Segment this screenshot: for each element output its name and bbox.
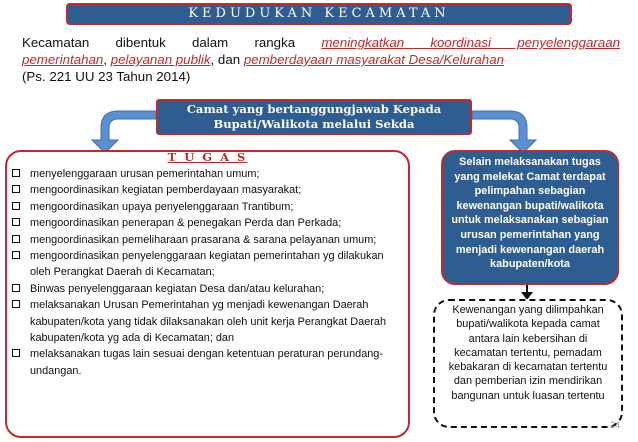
list-item — [10, 248, 402, 281]
checkbox-bullet-icon — [12, 284, 20, 292]
checkbox-bullet-icon — [12, 218, 20, 226]
intro-separator-2: , dan — [210, 52, 244, 67]
list-item — [10, 166, 402, 182]
list-item — [10, 232, 402, 248]
intro-line-1 — [22, 34, 620, 51]
right-arrow — [472, 111, 536, 153]
tugas-item-text: mengoordinasikan upaya penyelenggaraan Trantibum; — [30, 200, 294, 213]
intro-emphasis-government: pemerintahan — [22, 52, 104, 67]
checkbox-bullet-icon — [12, 300, 20, 308]
list-item — [10, 346, 402, 379]
checkbox-bullet-icon — [12, 202, 20, 210]
list-item — [10, 215, 402, 231]
list-item — [10, 199, 402, 215]
intro-emphasis-public-service: pelayanan publik — [110, 52, 211, 67]
checkbox-bullet-icon — [12, 251, 20, 259]
list-item — [10, 297, 402, 346]
kewenangan-box: Kewenangan yang dilimpahkan bupati/walikota kepada camat antara lain kebersihan di kecamatan tertentu, pemadam kebakaran di kecamatan tertentu dan pemberian izin mendirikan bangunan untuk luasan tertentu — [433, 299, 623, 428]
tugas-item-text: melaksanakan tugas lain sesuai dengan ketentuan peraturan perundang-undangan. — [30, 348, 383, 377]
camat-line-2: Bupati/Walikota melalui Sekda — [213, 117, 415, 131]
checkbox-bullet-icon — [12, 349, 20, 357]
tugas-item-text: mengoordinasikan pemeliharaan prasarana & sarana pelayanan umum; — [30, 233, 377, 246]
intro-emphasis-empowerment: pemberdayaan masyarakat Desa/Kelurahan — [243, 52, 504, 67]
list-item — [10, 182, 402, 198]
left-arrow — [92, 111, 156, 153]
intro-emphasis-coordination: meningkatkan koordinasi penyelenggaraan — [321, 35, 620, 50]
checkbox-bullet-icon — [12, 169, 20, 177]
intro-paragraph — [22, 34, 620, 85]
tugas-title: T U G A S — [167, 150, 248, 164]
tugas-item-text: mengoordinasikan penyelenggaraan kegiatan pemerintahan yg dilakukan oleh Perangkat Daerah di Kecamatan; — [30, 250, 384, 279]
tugas-item-text: menyelenggaraan urusan pemerintahan umum; — [30, 168, 260, 180]
checkbox-bullet-icon — [12, 235, 20, 243]
checkbox-bullet-icon — [12, 185, 20, 193]
tugas-item-text: mengoordinasikan kegiatan pemberdayaan masyarakat; — [30, 184, 302, 197]
page-title: KEDUDUKAN KECAMATAN — [66, 3, 572, 25]
intro-separator-1: , — [103, 52, 111, 67]
tugas-item-text: mengoordinasikan penerapan & penegakan Perda dan Perkada; — [30, 217, 342, 230]
tugas-item-text: Binwas penyelenggaraan kegiatan Desa dan/atau kelurahan; — [30, 282, 325, 295]
tugas-list — [10, 166, 402, 379]
intro-source: (Ps. 221 UU 23 Tahun 2014) — [22, 69, 191, 84]
list-item — [10, 281, 402, 297]
tugas-item-text: melaksanakan Urusan Pemerintahan yg menjadi kewenangan Daerah kabupaten/kota yang tidak dilaksanakan oleh unit kerja Perangkat Daerah kabupaten/kota yg ada di Kecamatan; dan — [30, 299, 386, 345]
pelimpahan-box: Selain melaksanakan tugas yang melekat Camat terdapat pelimpahan sebagian kewenangan bupati/walikota untuk melaksanakan sebagian urusan pemerintahan yang menjadi kewenangan daerah kabupaten/kota — [441, 150, 619, 285]
intro-prefix: Kecamatan dibentuk dalam rangka — [22, 35, 322, 50]
camat-box — [156, 99, 472, 135]
camat-line-1: Camat yang bertanggungjawab Kepada — [186, 102, 442, 116]
page-number: 24 — [610, 420, 621, 430]
